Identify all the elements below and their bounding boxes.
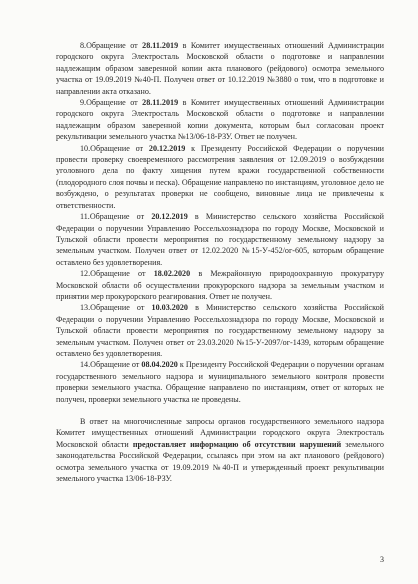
appeal-paragraph-8 (56, 40, 384, 97)
appeal-text: в Межрайонную природоохранную прокуратуру Московской области об осуществлении прокурорского надзора за земельным участком и принятии мер прокурорского реагирования. Ответ не получен. (56, 269, 384, 301)
appeal-paragraph-14 (56, 359, 384, 405)
appeal-text: в Комитет имущественных отношений Администрации городского округа Электросталь Московской области о подготовке и направлении надлежащим образом заверенной копии акта планового (рейдового) осмотра земельного участка от 19.09.2019 №40-П. Получен ответ от 10.12.2019 №3880 о том, что в подготовке и направлении акта отказано. (56, 41, 384, 96)
appeal-paragraph-11 (56, 211, 384, 268)
page-number: 3 (380, 555, 384, 564)
appeal-date: 10.03.2020 (151, 303, 188, 313)
appeal-text: в Комитет имущественных отношений Администрации городского округа Электросталь Московской области о подготовке и направлении надлежащим образом заверенной копии документа, которым был согласован проект рекультивации земельного участка №13/06-18-РЗУ. Ответ не получен. (56, 98, 384, 142)
appeal-date: 28.11.2019 (142, 41, 179, 50)
conclusion-paragraph (56, 416, 384, 484)
appeal-paragraph-10 (56, 143, 384, 211)
appeal-number: 13.Обращение от (80, 303, 152, 313)
appeal-date: 20.12.2019 (151, 212, 188, 222)
appeal-paragraph-9 (56, 97, 384, 143)
appeal-text: к Президенту Российской Федерации о поручении провести проверку своевременного рассмотрения заявления от 12.09.2019 о возбуждении уголовного дела по факту хищения путем кражи государственной собственности (плодородного слоя почвы и песка). Обращение направлено по инстанциям, уголовное дело не возбуждено, о результатах проверки не сообщено, виновные лица не привлечены к ответственности. (56, 143, 384, 210)
appeal-paragraph-12 (56, 268, 384, 302)
appeal-number: 14.Обращение от (80, 360, 142, 370)
conclusion-lead: В ответ на многочисленные запросы органов государственного земельного надзора Комитет имущественных отношений Администрации городского округа Электросталь Московской области (56, 417, 384, 449)
appeal-date: 08.04.2020 (141, 360, 178, 370)
paragraph-gap (56, 405, 384, 416)
appeal-date: 18.02.2020 (153, 269, 191, 279)
conclusion-tail: земельного законодательства Российской Федерации, ссылаясь при этом на акт планового (рейдового) осмотра земельного участка от 19.09.2019 №40-П и утвержденный проект рекультивации земельного участка 13/06-18-РЗУ. (56, 439, 384, 484)
appeal-paragraph-13 (56, 302, 384, 359)
appeal-number: 10.Обращение от (80, 143, 149, 153)
appeal-date: 28.11.2019 (142, 98, 179, 108)
appeal-number: 11.Обращение от (80, 212, 152, 222)
appeal-number: 8.Обращение от (80, 41, 143, 50)
appeal-text: к Президенту Российской Федерации о поручении органам государственного земельного надзора и муниципального земельного контроля провести проверки земельного участка. Обращение направлено по инстанциям, ответ от которых не получен, проверки земельного участка не проведены. (56, 360, 384, 404)
appeal-text: в Министерство сельского хозяйства Российской Федерации о поручении Управлению Россельхознадзора по городу Москве, Московской и Тульской области провести мероприятия по государственному земельному надзору за земельным участком. Получен ответ от 12.02.2020 №15-У-452/ог-605, которым обращение оставлено без удовлетворения. (56, 212, 384, 267)
appeal-number: 9.Обращение от (80, 98, 143, 108)
appeal-text: в Министерство сельского хозяйства Российской Федерации о поручении Управлению Россельхознадзора по городу Москве, Московской и Тульской области провести мероприятия по государственному земельному надзору за земельным участком. Получен ответ от 23.03.2020 №15-У-2097/ог-1439, которым обращение оставлено без удовлетворения. (56, 303, 384, 358)
document-body (56, 40, 384, 484)
appeal-date: 20.12.2019 (148, 143, 186, 153)
conclusion-emphasis: предоставляет информацию об отсутствии нарушений (132, 439, 342, 449)
appeal-number: 12.Обращение от (80, 269, 154, 279)
